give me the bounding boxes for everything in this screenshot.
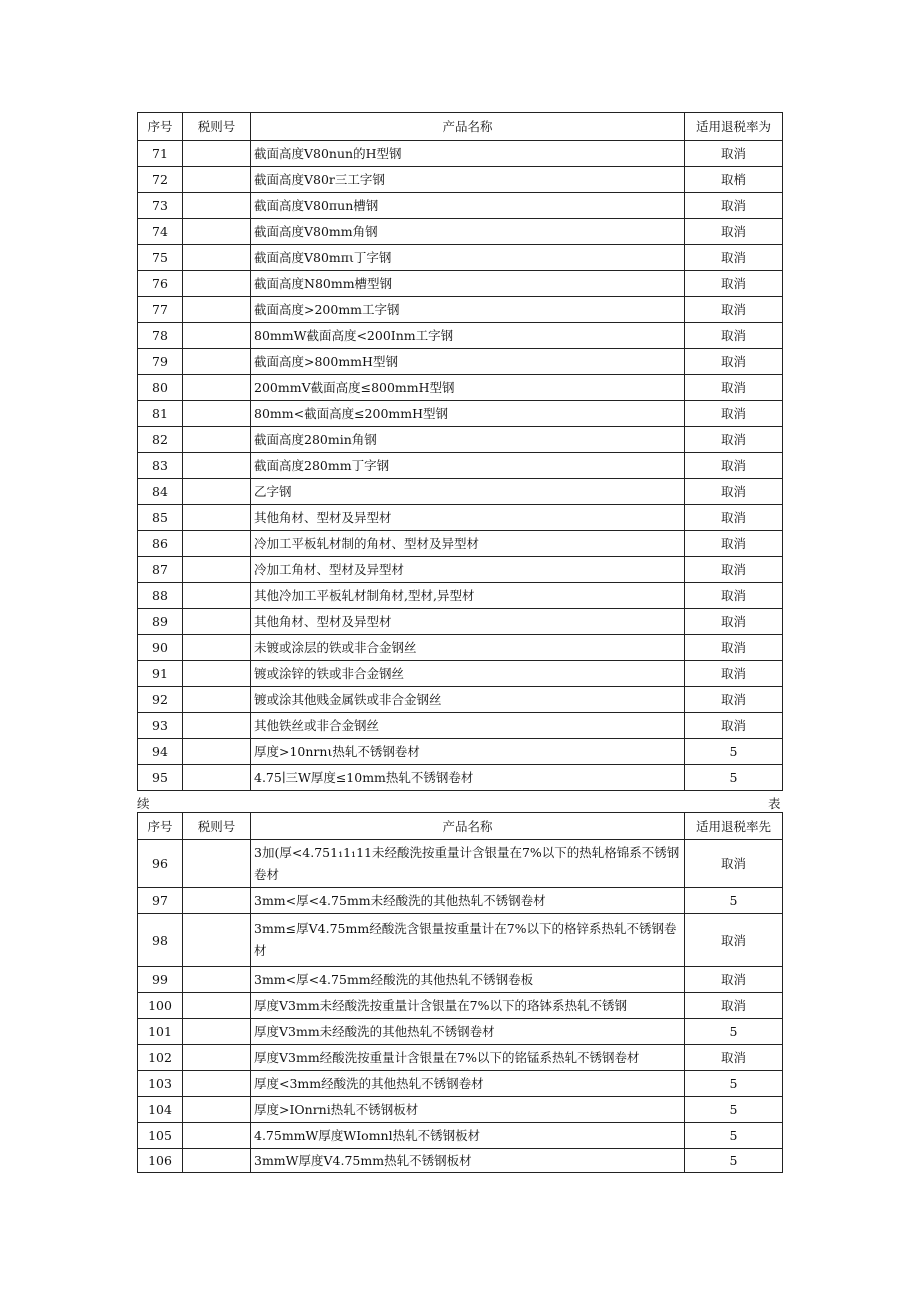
tariff-code bbox=[183, 193, 251, 219]
header-row bbox=[138, 813, 783, 840]
row-number: 91 bbox=[138, 661, 183, 687]
rebate-rate: 取消 bbox=[685, 840, 783, 888]
rebate-rate: 5 bbox=[685, 888, 783, 914]
product-name: 冷加工平板轧材制的角材、型材及异型材 bbox=[251, 531, 685, 557]
row-number: 94 bbox=[138, 739, 183, 765]
product-name: 厚度V3mm未经酸洗按重量计含银量在7%以下的珞钵系热轧不锈钢 bbox=[251, 993, 685, 1019]
row-number: 86 bbox=[138, 531, 183, 557]
rebate-rate: 取消 bbox=[685, 557, 783, 583]
product-name: 厚度V3mm经酸洗按重量计含银量在7%以下的铭锰系热轧不锈钢卷材 bbox=[251, 1045, 685, 1071]
tax-rebate-table-1 bbox=[137, 112, 783, 791]
rebate-rate: 5 bbox=[685, 1097, 783, 1123]
table-row bbox=[138, 713, 783, 739]
header-product: 产品名称 bbox=[251, 813, 685, 840]
tariff-code bbox=[183, 1097, 251, 1123]
rebate-rate: 取消 bbox=[685, 271, 783, 297]
rebate-rate: 取消 bbox=[685, 323, 783, 349]
row-number: 96 bbox=[138, 840, 183, 888]
row-number: 106 bbox=[138, 1149, 183, 1173]
row-number: 84 bbox=[138, 479, 183, 505]
product-name: 3mm<厚<4.75mm未经酸洗的其他热轧不锈钢卷材 bbox=[251, 888, 685, 914]
row-number: 83 bbox=[138, 453, 183, 479]
rebate-rate: 5 bbox=[685, 1123, 783, 1149]
tariff-code bbox=[183, 505, 251, 531]
continued-label: 续 bbox=[137, 796, 150, 811]
product-name: 截面高度V80mπι丁字钢 bbox=[251, 245, 685, 271]
table-row bbox=[138, 967, 783, 993]
rebate-rate: 5 bbox=[685, 1019, 783, 1045]
table-row bbox=[138, 1123, 783, 1149]
product-name: 截面高度>800mmH型钢 bbox=[251, 349, 685, 375]
table-row bbox=[138, 349, 783, 375]
tariff-code bbox=[183, 713, 251, 739]
product-name: 3加(厚<4.751₁1₁11未经酸洗按重量计含银量在7%以下的热轧格锦系不锈钢卷材 bbox=[251, 840, 685, 888]
rebate-rate: 5 bbox=[685, 1071, 783, 1097]
tariff-code bbox=[183, 661, 251, 687]
table-row bbox=[138, 479, 783, 505]
row-number: 81 bbox=[138, 401, 183, 427]
header-no: 序号 bbox=[138, 113, 183, 141]
rebate-rate: 取消 bbox=[685, 661, 783, 687]
tariff-code bbox=[183, 888, 251, 914]
row-number: 88 bbox=[138, 583, 183, 609]
product-name: 截面高度>200mm工字钢 bbox=[251, 297, 685, 323]
rebate-rate: 5 bbox=[685, 739, 783, 765]
row-number: 75 bbox=[138, 245, 183, 271]
table-row bbox=[138, 505, 783, 531]
rebate-rate: 取消 bbox=[685, 505, 783, 531]
product-name: 3mm<厚<4.75mm经酸洗的其他热轧不锈钢卷板 bbox=[251, 967, 685, 993]
product-name: 厚度<3mm经酸洗的其他热轧不锈钢卷材 bbox=[251, 1071, 685, 1097]
product-name: 厚度V3mm未经酸洗的其他热轧不锈钢卷材 bbox=[251, 1019, 685, 1045]
product-name: 乙字钢 bbox=[251, 479, 685, 505]
rebate-rate: 取消 bbox=[685, 713, 783, 739]
rebate-rate: 取梢 bbox=[685, 167, 783, 193]
header-rate: 适用退税率为 bbox=[685, 113, 783, 141]
tariff-code bbox=[183, 583, 251, 609]
tariff-code bbox=[183, 1123, 251, 1149]
tariff-code bbox=[183, 914, 251, 967]
tariff-code bbox=[183, 765, 251, 791]
product-name: 80mmW截面高度<200Inm工字钢 bbox=[251, 323, 685, 349]
row-number: 102 bbox=[138, 1045, 183, 1071]
tariff-code bbox=[183, 557, 251, 583]
rebate-rate: 取消 bbox=[685, 141, 783, 167]
row-number: 71 bbox=[138, 141, 183, 167]
table-row bbox=[138, 193, 783, 219]
table-row bbox=[138, 583, 783, 609]
product-name: 截面高度V80mm角钢 bbox=[251, 219, 685, 245]
header-no: 序号 bbox=[138, 813, 183, 840]
tariff-code bbox=[183, 739, 251, 765]
rebate-rate: 取消 bbox=[685, 453, 783, 479]
product-name: 4.75mmW厚度WIomnl热轧不锈钢板材 bbox=[251, 1123, 685, 1149]
table-row bbox=[138, 1019, 783, 1045]
table-row bbox=[138, 840, 783, 888]
table-row bbox=[138, 557, 783, 583]
rebate-rate: 取消 bbox=[685, 1045, 783, 1071]
header-tariff: 税则号 bbox=[183, 813, 251, 840]
rebate-rate: 取消 bbox=[685, 914, 783, 967]
table-row bbox=[138, 739, 783, 765]
rebate-rate: 取消 bbox=[685, 609, 783, 635]
rebate-rate: 取消 bbox=[685, 967, 783, 993]
tariff-code bbox=[183, 401, 251, 427]
product-name: 200mmV截面高度≤800mmH型钢 bbox=[251, 375, 685, 401]
product-name: 镀或涂其他贱金属铁或非合金钢丝 bbox=[251, 687, 685, 713]
row-number: 79 bbox=[138, 349, 183, 375]
rebate-rate: 取消 bbox=[685, 531, 783, 557]
product-name: 截面高度V80r三工字钢 bbox=[251, 167, 685, 193]
row-number: 78 bbox=[138, 323, 183, 349]
table-row bbox=[138, 245, 783, 271]
table-row bbox=[138, 1097, 783, 1123]
tariff-code bbox=[183, 531, 251, 557]
tariff-code bbox=[183, 167, 251, 193]
row-number: 98 bbox=[138, 914, 183, 967]
row-number: 73 bbox=[138, 193, 183, 219]
table-label: 表 bbox=[768, 796, 781, 811]
product-name: 厚度>10nrnι热轧不锈钢卷材 bbox=[251, 739, 685, 765]
row-number: 99 bbox=[138, 967, 183, 993]
table-row bbox=[138, 914, 783, 967]
header-tariff: 税则号 bbox=[183, 113, 251, 141]
table-row bbox=[138, 635, 783, 661]
table-row bbox=[138, 297, 783, 323]
table-row bbox=[138, 323, 783, 349]
row-number: 104 bbox=[138, 1097, 183, 1123]
table-row bbox=[138, 1071, 783, 1097]
tariff-code bbox=[183, 271, 251, 297]
tariff-code bbox=[183, 993, 251, 1019]
product-name: 镀或涂锌的铁或非合金钢丝 bbox=[251, 661, 685, 687]
product-name: 冷加工角材、型材及异型材 bbox=[251, 557, 685, 583]
table-row bbox=[138, 141, 783, 167]
tariff-code bbox=[183, 967, 251, 993]
rebate-rate: 取消 bbox=[685, 219, 783, 245]
row-number: 103 bbox=[138, 1071, 183, 1097]
row-number: 93 bbox=[138, 713, 183, 739]
rebate-rate: 取消 bbox=[685, 993, 783, 1019]
row-number: 90 bbox=[138, 635, 183, 661]
product-name: 其他冷加工平板轧材制角材,型材,异型材 bbox=[251, 583, 685, 609]
header-product: 产品名称 bbox=[251, 113, 685, 141]
product-name: 3mm≤厚V4.75mm经酸洗含银量按重量计在7%以下的格锌系热轧不锈钢卷材 bbox=[251, 914, 685, 967]
row-number: 76 bbox=[138, 271, 183, 297]
rebate-rate: 5 bbox=[685, 765, 783, 791]
rebate-rate: 取消 bbox=[685, 193, 783, 219]
rebate-rate: 取消 bbox=[685, 635, 783, 661]
tariff-code bbox=[183, 1019, 251, 1045]
tariff-code bbox=[183, 1071, 251, 1097]
row-number: 82 bbox=[138, 427, 183, 453]
tax-rebate-table-2 bbox=[137, 812, 783, 1173]
tariff-code bbox=[183, 635, 251, 661]
rebate-rate: 取消 bbox=[685, 427, 783, 453]
row-number: 89 bbox=[138, 609, 183, 635]
tariff-code bbox=[183, 687, 251, 713]
tariff-code bbox=[183, 245, 251, 271]
row-number: 72 bbox=[138, 167, 183, 193]
row-number: 92 bbox=[138, 687, 183, 713]
table-row bbox=[138, 427, 783, 453]
product-name: 截面高度280min角钢 bbox=[251, 427, 685, 453]
tariff-code bbox=[183, 297, 251, 323]
rebate-rate: 取消 bbox=[685, 401, 783, 427]
rebate-rate: 取消 bbox=[685, 687, 783, 713]
product-name: 截面高度280mm丁字钢 bbox=[251, 453, 685, 479]
rebate-rate: 5 bbox=[685, 1149, 783, 1173]
table-row bbox=[138, 375, 783, 401]
product-name: 其他铁丝或非合金钢丝 bbox=[251, 713, 685, 739]
tariff-code bbox=[183, 1149, 251, 1173]
tariff-code bbox=[183, 323, 251, 349]
table-row bbox=[138, 1149, 783, 1173]
table-row bbox=[138, 167, 783, 193]
row-number: 100 bbox=[138, 993, 183, 1019]
product-name: 未镀或涂层的铁或非合金钢丝 bbox=[251, 635, 685, 661]
table-row bbox=[138, 271, 783, 297]
product-name: 厚度>IOnrni热轧不锈钢板材 bbox=[251, 1097, 685, 1123]
table-row bbox=[138, 888, 783, 914]
tariff-code bbox=[183, 479, 251, 505]
tariff-code bbox=[183, 840, 251, 888]
product-name: 其他角材、型材及异型材 bbox=[251, 505, 685, 531]
tariff-code bbox=[183, 427, 251, 453]
rebate-rate: 取消 bbox=[685, 583, 783, 609]
rebate-rate: 取消 bbox=[685, 245, 783, 271]
table-row bbox=[138, 453, 783, 479]
row-number: 95 bbox=[138, 765, 183, 791]
tariff-code bbox=[183, 141, 251, 167]
row-number: 74 bbox=[138, 219, 183, 245]
table-row bbox=[138, 401, 783, 427]
product-name: 3mmW厚度V4.75mm热轧不锈钢板材 bbox=[251, 1149, 685, 1173]
rebate-rate: 取消 bbox=[685, 375, 783, 401]
table-row bbox=[138, 1045, 783, 1071]
table-row bbox=[138, 531, 783, 557]
product-name: 截面高度N80mm槽型钢 bbox=[251, 271, 685, 297]
row-number: 85 bbox=[138, 505, 183, 531]
table-row bbox=[138, 219, 783, 245]
tariff-code bbox=[183, 453, 251, 479]
product-name: 4.75∣三W厚度≤10mm热轧不锈钢卷材 bbox=[251, 765, 685, 791]
product-name: 截面高度V80πun槽钢 bbox=[251, 193, 685, 219]
tariff-code bbox=[183, 609, 251, 635]
tariff-code bbox=[183, 1045, 251, 1071]
row-number: 101 bbox=[138, 1019, 183, 1045]
header-rate: 适用退税率先 bbox=[685, 813, 783, 840]
tariff-code bbox=[183, 349, 251, 375]
table-row bbox=[138, 687, 783, 713]
row-number: 97 bbox=[138, 888, 183, 914]
table-row bbox=[138, 993, 783, 1019]
rebate-rate: 取消 bbox=[685, 297, 783, 323]
product-name: 其他角材、型材及异型材 bbox=[251, 609, 685, 635]
table-row bbox=[138, 661, 783, 687]
rebate-rate: 取消 bbox=[685, 349, 783, 375]
row-number: 87 bbox=[138, 557, 183, 583]
tariff-code bbox=[183, 375, 251, 401]
row-number: 80 bbox=[138, 375, 183, 401]
rebate-rate: 取消 bbox=[685, 479, 783, 505]
tariff-code bbox=[183, 219, 251, 245]
row-number: 105 bbox=[138, 1123, 183, 1149]
product-name: 截面高度V80nun的H型钢 bbox=[251, 141, 685, 167]
table-row bbox=[138, 609, 783, 635]
header-row bbox=[138, 113, 783, 141]
table-row bbox=[138, 765, 783, 791]
row-number: 77 bbox=[138, 297, 183, 323]
product-name: 80mm<截面高度≤200mmH型钢 bbox=[251, 401, 685, 427]
